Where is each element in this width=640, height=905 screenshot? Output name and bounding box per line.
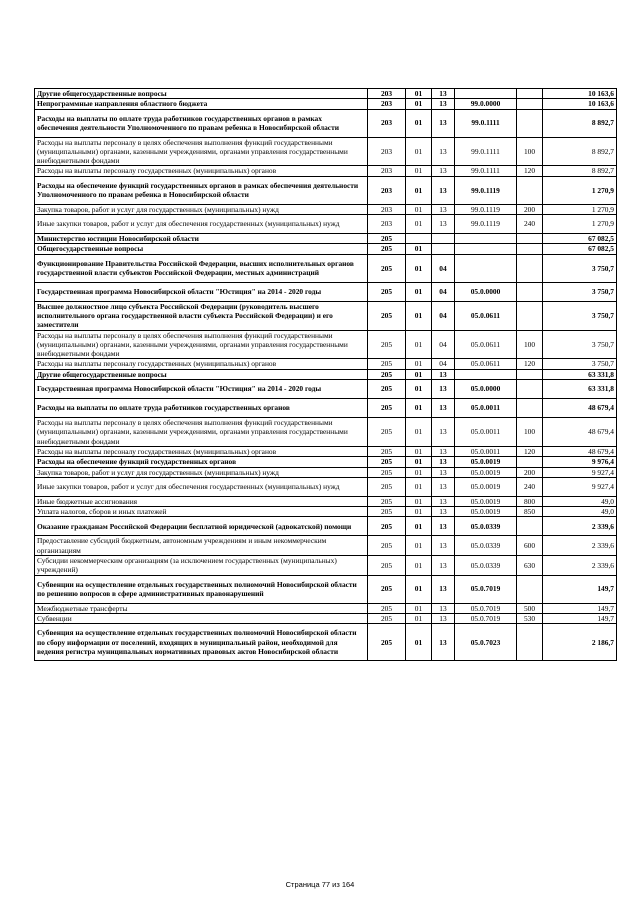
row-section-cell: 01: [406, 369, 432, 379]
row-name-cell: Государственная программа Новосибирской области "Юстиция" на 2014 - 2020 годы: [35, 282, 368, 301]
row-subsection-cell: 13: [432, 176, 455, 204]
row-name-cell: Закупка товаров, работ и услуг для государственных (муниципальных) нужд: [35, 467, 368, 477]
row-name-cell: Расходы на обеспечение функций государственных органов в рамках обеспечения деятельности Уполномоченного по правам ребенка в Новосибирской области: [35, 176, 368, 204]
table-row: [35, 359, 617, 369]
row-amount-cell: 2 339,6: [543, 556, 617, 576]
row-section-cell: 01: [406, 99, 432, 109]
row-section-cell: 01: [406, 176, 432, 204]
row-section-cell: 01: [406, 399, 432, 418]
row-expense-type-cell: 120: [517, 359, 543, 369]
table-row: [35, 215, 617, 234]
row-subsection-cell: 13: [432, 446, 455, 456]
row-target-code-cell: 05.0.7023: [455, 624, 517, 661]
budget-table: [34, 88, 617, 661]
row-name-cell: Функционирование Правительства Российской Федерации, высших исполнительных органов государственной власти субъектов Российской Федерации, местных администраций: [35, 254, 368, 282]
row-section-cell: 01: [406, 330, 432, 359]
row-section-cell: 01: [406, 496, 432, 506]
table-row: [35, 137, 617, 166]
budget-table-body: [35, 89, 617, 661]
row-ved-cell: 205: [368, 624, 406, 661]
row-target-code-cell: 05.0.0019: [455, 477, 517, 496]
row-amount-cell: 2 186,7: [543, 624, 617, 661]
row-expense-type-cell: [517, 369, 543, 379]
row-section-cell: 01: [406, 89, 432, 99]
row-name-cell: Субвенции: [35, 613, 368, 623]
row-target-code-cell: [455, 89, 517, 99]
row-subsection-cell: 04: [432, 301, 455, 330]
row-amount-cell: 63 331,8: [543, 369, 617, 379]
row-name-cell: Оказание гражданам Российской Федерации бесплатной юридической (адвокатской) помощи: [35, 517, 368, 536]
row-amount-cell: 9 927,4: [543, 467, 617, 477]
row-subsection-cell: 13: [432, 507, 455, 517]
row-expense-type-cell: [517, 457, 543, 467]
row-target-code-cell: [455, 244, 517, 254]
row-ved-cell: 205: [368, 330, 406, 359]
row-section-cell: 01: [406, 603, 432, 613]
row-subsection-cell: 13: [432, 477, 455, 496]
page-number: Страница 77 из 164: [285, 880, 355, 889]
row-name-cell: Расходы на выплаты по оплате труда работников государственных органов: [35, 399, 368, 418]
row-target-code-cell: 05.0.0011: [455, 418, 517, 447]
row-expense-type-cell: [517, 109, 543, 137]
row-subsection-cell: 04: [432, 282, 455, 301]
row-subsection-cell: 13: [432, 166, 455, 176]
table-row: [35, 624, 617, 661]
row-section-cell: 01: [406, 204, 432, 214]
table-row: [35, 234, 617, 244]
row-section-cell: 01: [406, 575, 432, 603]
table-row: [35, 369, 617, 379]
row-target-code-cell: 99.0.1111: [455, 137, 517, 166]
row-amount-cell: 3 750,7: [543, 359, 617, 369]
row-amount-cell: 8 892,7: [543, 137, 617, 166]
row-amount-cell: 48 679,4: [543, 399, 617, 418]
row-section-cell: 01: [406, 517, 432, 536]
row-subsection-cell: 13: [432, 109, 455, 137]
row-name-cell: Предоставление субсидий бюджетным, автономным учреждениям и иным некоммерческим организациям: [35, 536, 368, 556]
row-ved-cell: 205: [368, 234, 406, 244]
row-subsection-cell: 13: [432, 418, 455, 447]
row-section-cell: 01: [406, 477, 432, 496]
row-target-code-cell: 05.0.0011: [455, 399, 517, 418]
row-expense-type-cell: [517, 99, 543, 109]
row-expense-type-cell: 600: [517, 536, 543, 556]
table-row: [35, 99, 617, 109]
row-name-cell: Расходы на выплаты персоналу в целях обеспечения выполнения функций государственными (муниципальными) органами, казенными учреждениями, органами управления государственными внебюджетными фондами: [35, 137, 368, 166]
row-amount-cell: 10 163,6: [543, 89, 617, 99]
row-target-code-cell: 05.0.7019: [455, 603, 517, 613]
table-row: [35, 204, 617, 214]
row-name-cell: Межбюджетные трансферты: [35, 603, 368, 613]
row-expense-type-cell: [517, 254, 543, 282]
row-target-code-cell: 99.0.0000: [455, 99, 517, 109]
row-amount-cell: 9 927,4: [543, 477, 617, 496]
row-expense-type-cell: 100: [517, 330, 543, 359]
row-amount-cell: 48 679,4: [543, 446, 617, 456]
row-ved-cell: 205: [368, 446, 406, 456]
row-name-cell: Расходы на выплаты персоналу государственных (муниципальных) органов: [35, 446, 368, 456]
row-name-cell: Субвенции на осуществление отдельных государственных полномочий Новосибирской области по решению вопросов в сфере административных правонарушений: [35, 575, 368, 603]
row-amount-cell: 1 270,9: [543, 215, 617, 234]
row-ved-cell: 205: [368, 282, 406, 301]
row-amount-cell: 10 163,6: [543, 99, 617, 109]
row-target-code-cell: 99.0.1119: [455, 204, 517, 214]
row-expense-type-cell: [517, 301, 543, 330]
row-amount-cell: 149,7: [543, 603, 617, 613]
table-row: [35, 109, 617, 137]
row-section-cell: 01: [406, 507, 432, 517]
row-subsection-cell: 13: [432, 613, 455, 623]
row-section-cell: 01: [406, 109, 432, 137]
row-ved-cell: 205: [368, 536, 406, 556]
row-ved-cell: 203: [368, 99, 406, 109]
row-expense-type-cell: 530: [517, 613, 543, 623]
row-target-code-cell: 99.0.1119: [455, 176, 517, 204]
row-ved-cell: 205: [368, 359, 406, 369]
row-amount-cell: 2 339,6: [543, 517, 617, 536]
row-ved-cell: 203: [368, 89, 406, 99]
row-ved-cell: 203: [368, 109, 406, 137]
row-ved-cell: 205: [368, 244, 406, 254]
row-expense-type-cell: 120: [517, 446, 543, 456]
table-row: [35, 446, 617, 456]
row-subsection-cell: 13: [432, 517, 455, 536]
row-amount-cell: 149,7: [543, 575, 617, 603]
row-name-cell: Субвенция на осуществление отдельных государственных полномочий Новосибирской области по сбору информации от поселений, входящих в муниципальный район, необходимой для ведения регистра муниципальных нормативных правовых актов Новосибирской области: [35, 624, 368, 661]
row-ved-cell: 205: [368, 556, 406, 576]
table-row: [35, 613, 617, 623]
row-ved-cell: 205: [368, 369, 406, 379]
row-target-code-cell: 05.0.0000: [455, 282, 517, 301]
row-target-code-cell: 99.0.1111: [455, 109, 517, 137]
row-name-cell: Общегосударственные вопросы: [35, 244, 368, 254]
row-expense-type-cell: 500: [517, 603, 543, 613]
row-expense-type-cell: [517, 176, 543, 204]
row-section-cell: 01: [406, 282, 432, 301]
table-row: [35, 166, 617, 176]
row-ved-cell: 205: [368, 399, 406, 418]
row-amount-cell: 67 082,5: [543, 244, 617, 254]
row-target-code-cell: 05.0.0611: [455, 330, 517, 359]
row-target-code-cell: 05.0.0011: [455, 446, 517, 456]
row-expense-type-cell: [517, 575, 543, 603]
row-subsection-cell: 13: [432, 99, 455, 109]
row-section-cell: 01: [406, 254, 432, 282]
table-row: [35, 176, 617, 204]
row-ved-cell: 203: [368, 204, 406, 214]
row-section-cell: 01: [406, 613, 432, 623]
row-name-cell: Непрограммные направления областного бюджета: [35, 99, 368, 109]
row-amount-cell: 3 750,7: [543, 301, 617, 330]
table-row: [35, 330, 617, 359]
row-name-cell: Другие общегосударственные вопросы: [35, 369, 368, 379]
table-row: [35, 603, 617, 613]
row-name-cell: Расходы на выплаты персоналу в целях обеспечения выполнения функций государственными (муниципальными) органами, казенными учреждениями, органами управления государственными внебюджетными фондами: [35, 330, 368, 359]
row-amount-cell: 1 270,9: [543, 204, 617, 214]
row-amount-cell: 67 082,5: [543, 234, 617, 244]
row-expense-type-cell: 100: [517, 137, 543, 166]
row-expense-type-cell: 800: [517, 496, 543, 506]
row-subsection-cell: 13: [432, 603, 455, 613]
row-amount-cell: 63 331,8: [543, 380, 617, 399]
row-amount-cell: 8 892,7: [543, 166, 617, 176]
row-ved-cell: 203: [368, 137, 406, 166]
row-name-cell: Расходы на выплаты по оплате труда работников государственных органов в рамках обеспечения деятельности Уполномоченного по правам ребенка в Новосибирской области: [35, 109, 368, 137]
row-expense-type-cell: [517, 380, 543, 399]
row-amount-cell: 2 339,6: [543, 536, 617, 556]
row-subsection-cell: 13: [432, 204, 455, 214]
row-subsection-cell: 04: [432, 254, 455, 282]
row-expense-type-cell: [517, 244, 543, 254]
row-ved-cell: 205: [368, 613, 406, 623]
row-name-cell: Расходы на выплаты персоналу государственных (муниципальных) органов: [35, 166, 368, 176]
row-section-cell: 01: [406, 418, 432, 447]
row-name-cell: Уплата налогов, сборов и иных платежей: [35, 507, 368, 517]
row-name-cell: Другие общегосударственные вопросы: [35, 89, 368, 99]
row-subsection-cell: 13: [432, 369, 455, 379]
row-expense-type-cell: 850: [517, 507, 543, 517]
row-subsection-cell: 04: [432, 330, 455, 359]
row-expense-type-cell: [517, 399, 543, 418]
row-name-cell: Государственная программа Новосибирской области "Юстиция" на 2014 - 2020 годы: [35, 380, 368, 399]
row-ved-cell: 205: [368, 477, 406, 496]
row-expense-type-cell: [517, 234, 543, 244]
row-target-code-cell: 05.0.0339: [455, 556, 517, 576]
table-row: [35, 467, 617, 477]
table-row: [35, 507, 617, 517]
row-subsection-cell: 13: [432, 137, 455, 166]
table-row: [35, 254, 617, 282]
row-target-code-cell: 05.0.7019: [455, 613, 517, 623]
row-target-code-cell: 05.0.0611: [455, 359, 517, 369]
row-ved-cell: 205: [368, 517, 406, 536]
row-amount-cell: 8 892,7: [543, 109, 617, 137]
row-subsection-cell: [432, 234, 455, 244]
row-amount-cell: 9 976,4: [543, 457, 617, 467]
row-section-cell: 01: [406, 380, 432, 399]
row-name-cell: Расходы на обеспечение функций государственных органов: [35, 457, 368, 467]
row-subsection-cell: 13: [432, 575, 455, 603]
row-section-cell: 01: [406, 301, 432, 330]
row-expense-type-cell: 100: [517, 418, 543, 447]
row-section-cell: 01: [406, 137, 432, 166]
row-subsection-cell: 13: [432, 457, 455, 467]
table-row: [35, 418, 617, 447]
table-row: [35, 477, 617, 496]
row-ved-cell: 203: [368, 215, 406, 234]
row-subsection-cell: 13: [432, 399, 455, 418]
row-target-code-cell: 99.0.1119: [455, 215, 517, 234]
row-name-cell: Субсидии некоммерческим организациям (за исключением государственных (муниципальных) учреждений): [35, 556, 368, 576]
row-section-cell: 01: [406, 166, 432, 176]
table-row: [35, 457, 617, 467]
row-subsection-cell: 13: [432, 624, 455, 661]
row-ved-cell: 205: [368, 603, 406, 613]
row-section-cell: [406, 234, 432, 244]
row-name-cell: Закупка товаров, работ и услуг для государственных (муниципальных) нужд: [35, 204, 368, 214]
row-section-cell: 01: [406, 359, 432, 369]
table-row: [35, 575, 617, 603]
row-section-cell: 01: [406, 556, 432, 576]
row-expense-type-cell: 630: [517, 556, 543, 576]
row-target-code-cell: 05.0.0019: [455, 467, 517, 477]
row-subsection-cell: 13: [432, 380, 455, 399]
row-ved-cell: 205: [368, 457, 406, 467]
row-ved-cell: 205: [368, 467, 406, 477]
row-ved-cell: 205: [368, 301, 406, 330]
row-subsection-cell: [432, 244, 455, 254]
row-target-code-cell: 05.0.0019: [455, 507, 517, 517]
row-name-cell: Высшее должностное лицо субъекта Российской Федерации (руководитель высшего исполнительного органа государственной власти субъекта Российской Федерации) и его заместители: [35, 301, 368, 330]
row-target-code-cell: [455, 369, 517, 379]
row-target-code-cell: 05.0.0019: [455, 457, 517, 467]
row-section-cell: 01: [406, 215, 432, 234]
row-subsection-cell: 13: [432, 536, 455, 556]
table-row: [35, 89, 617, 99]
row-ved-cell: 205: [368, 380, 406, 399]
row-expense-type-cell: [517, 282, 543, 301]
row-amount-cell: 3 750,7: [543, 254, 617, 282]
row-name-cell: Расходы на выплаты персоналу государственных (муниципальных) органов: [35, 359, 368, 369]
table-row: [35, 244, 617, 254]
row-section-cell: 01: [406, 244, 432, 254]
row-expense-type-cell: 120: [517, 166, 543, 176]
row-amount-cell: 49,0: [543, 507, 617, 517]
row-expense-type-cell: 240: [517, 215, 543, 234]
row-amount-cell: 3 750,7: [543, 330, 617, 359]
table-row: [35, 399, 617, 418]
row-ved-cell: 203: [368, 166, 406, 176]
table-row: [35, 380, 617, 399]
row-target-code-cell: 99.0.1111: [455, 166, 517, 176]
row-expense-type-cell: [517, 624, 543, 661]
row-ved-cell: 205: [368, 507, 406, 517]
row-subsection-cell: 13: [432, 467, 455, 477]
table-row: [35, 536, 617, 556]
row-expense-type-cell: [517, 89, 543, 99]
row-subsection-cell: 13: [432, 496, 455, 506]
table-row: [35, 301, 617, 330]
row-ved-cell: 205: [368, 254, 406, 282]
table-row: [35, 282, 617, 301]
row-section-cell: 01: [406, 624, 432, 661]
row-target-code-cell: 05.0.0019: [455, 496, 517, 506]
table-row: [35, 517, 617, 536]
row-section-cell: 01: [406, 467, 432, 477]
row-section-cell: 01: [406, 457, 432, 467]
row-expense-type-cell: 200: [517, 467, 543, 477]
row-name-cell: Министерство юстиции Новосибирской области: [35, 234, 368, 244]
row-name-cell: Иные закупки товаров, работ и услуг для обеспечения государственных (муниципальных) нужд: [35, 477, 368, 496]
budget-table-container: [34, 88, 616, 661]
row-target-code-cell: [455, 254, 517, 282]
row-section-cell: 01: [406, 446, 432, 456]
row-amount-cell: 49,0: [543, 496, 617, 506]
row-target-code-cell: 05.0.0000: [455, 380, 517, 399]
row-ved-cell: 203: [368, 176, 406, 204]
row-expense-type-cell: [517, 517, 543, 536]
row-amount-cell: 3 750,7: [543, 282, 617, 301]
row-expense-type-cell: 240: [517, 477, 543, 496]
row-subsection-cell: 13: [432, 556, 455, 576]
row-name-cell: Иные бюджетные ассигнования: [35, 496, 368, 506]
row-ved-cell: 205: [368, 418, 406, 447]
row-subsection-cell: 13: [432, 215, 455, 234]
row-target-code-cell: [455, 234, 517, 244]
row-amount-cell: 48 679,4: [543, 418, 617, 447]
row-name-cell: Расходы на выплаты персоналу в целях обеспечения выполнения функций государственными (муниципальными) органами, казенными учреждениями, органами управления государственными внебюджетными фондами: [35, 418, 368, 447]
row-expense-type-cell: 200: [517, 204, 543, 214]
row-target-code-cell: 05.0.0611: [455, 301, 517, 330]
row-subsection-cell: 13: [432, 89, 455, 99]
row-ved-cell: 205: [368, 575, 406, 603]
row-target-code-cell: 05.0.0339: [455, 536, 517, 556]
row-target-code-cell: 05.0.7019: [455, 575, 517, 603]
row-amount-cell: 149,7: [543, 613, 617, 623]
row-amount-cell: 1 270,9: [543, 176, 617, 204]
row-target-code-cell: 05.0.0339: [455, 517, 517, 536]
table-row: [35, 496, 617, 506]
row-subsection-cell: 04: [432, 359, 455, 369]
row-ved-cell: 205: [368, 496, 406, 506]
table-row: [35, 556, 617, 576]
row-name-cell: Иные закупки товаров, работ и услуг для обеспечения государственных (муниципальных) нужд: [35, 215, 368, 234]
row-section-cell: 01: [406, 536, 432, 556]
